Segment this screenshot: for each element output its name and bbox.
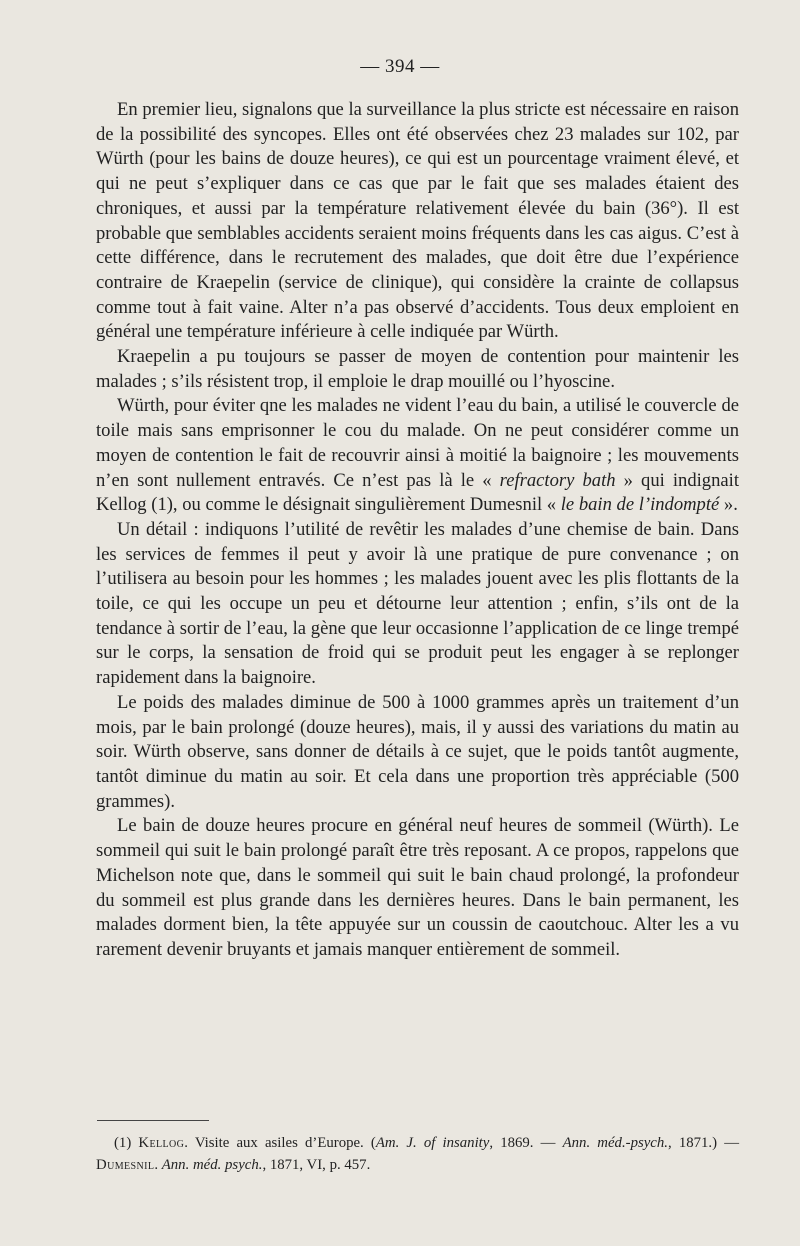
body-text xyxy=(96,98,739,963)
footnote-text: , 1871.) — xyxy=(667,1135,739,1151)
paragraph-text: En premier lieu, signalons que la surveillance la plus stricte est nécessaire en raison de la possibilité des syncopes. Elles ont été observées chez 23 malades sur 102, par Würth (pour les bains de douze heures), ce qui est un pourcentage vraiment élevé, et qui ne peut s’expliquer dans ce cas que par le fait que ses malades étaient des chroniques, et aussi par la température relativement élevée du bain (36°). Il est probable que semblables accidents seraient moins fréquents dans les cas aigus. C’est à cette différence, dans le recrutement des malades, que doit être due l’expérience contraire de Kraepelin (service de clinique), qui considère la crainte de collapsus comme tout à fait vaine. Alter n’a pas observé d’accidents. Tous deux emploient en général une température inférieure à celle indiquée par Würth. xyxy=(96,99,739,343)
paragraph xyxy=(96,98,739,345)
footnote xyxy=(96,1132,739,1176)
paragraph xyxy=(96,814,739,962)
paragraph xyxy=(96,345,739,394)
paragraph-text: Le poids des malades diminue de 500 à 1000 grammes après un traitement d’un mois, par le bain prolongé (douze heures), mais, il y aussi des variations du matin au soir. Würth observe, sans donner de détails à ce sujet, que le poids tantôt augmente, tantôt diminue du matin au soir. Et cela dans une proportion très appréciable (500 grammes). xyxy=(96,691,739,812)
journal-title: Ann. méd. psych. xyxy=(161,1157,263,1173)
author-name: Dumesnil xyxy=(96,1157,155,1173)
journal-title: Ann. méd.-psych. xyxy=(562,1135,668,1151)
footnote-divider xyxy=(97,1120,209,1121)
paragraph-text: Un détail : indiquons l’utilité de revêtir les malades d’une chemise de bain. Dans les services de femmes il peut y avoir là une pratique de pure convenance ; on l’utilisera au besoin pour les hommes ; les malades jouent avec les plis flottants de la toile, ce qui les occupe un peu et détourne leur attention ; enfin, s’ils ont de la tendance à sortir de l’eau, la gène que leur occasionne l’application de ce linge trempé sur le corps, la sensation de froid qui se produit peut les engager à se replonger rapidement dans la baignoire. xyxy=(96,518,739,689)
paragraph-text: Würth, pour éviter qne les malades ne vident l’eau du bain, a utilisé le couvercle de toile mais sans emprisonner le cou du malade. On ne peut considérer comme un moyen de contention le fait de recouvrir ainsi à moitié la baignoire ; les mouvements n’en sont nullement entravés. Ce n’est pas là le « xyxy=(96,395,739,491)
paragraph-text: ». xyxy=(719,494,738,516)
journal-title: Am. J. of insanity xyxy=(375,1135,490,1151)
footnote-text: . xyxy=(154,1157,162,1173)
author-name: Kellog xyxy=(138,1135,185,1151)
page-number: — 394 — xyxy=(360,56,440,77)
footnote-text: . Visite aux asiles d’Europe. ( xyxy=(184,1135,376,1151)
footnote-text: , 1869. — xyxy=(489,1135,563,1151)
paragraph-text: » qui indignait Kellog (1), ou comme le désignait singulièrement Dumesnil « xyxy=(96,469,739,516)
paragraph-text: Le bain de douze heures procure en général neuf heures de sommeil (Würth). Le sommeil qui suit le bain prolongé paraît être très reposant. A ce propos, rappelons que Michelson note que, dans le sommeil qui suit le bain chaud prolongé, la profondeur du sommeil est plus grande dans les dernières heures. Dans le bain permanent, les malades dorment bien, la tête appuyée sur un coussin de caoutchouc. Alter les a vu rarement devenir bruyants et jamais manquer entièrement de sommeil. xyxy=(96,815,739,960)
italic-term: le bain de l’indompté xyxy=(560,494,720,516)
paragraph xyxy=(96,394,739,518)
italic-term: refractory bath xyxy=(499,469,616,491)
footnote-marker: (1) xyxy=(114,1135,139,1151)
paragraph-text: Kraepelin a pu toujours se passer de moyen de contention pour maintenir les malades ; s’ils résistent trop, il emploie le drap mouillé ou l’hyoscine. xyxy=(96,346,739,392)
paragraph xyxy=(96,691,739,815)
footnote-text: , 1871, VI, p. 457. xyxy=(262,1157,371,1173)
paragraph xyxy=(96,518,739,691)
